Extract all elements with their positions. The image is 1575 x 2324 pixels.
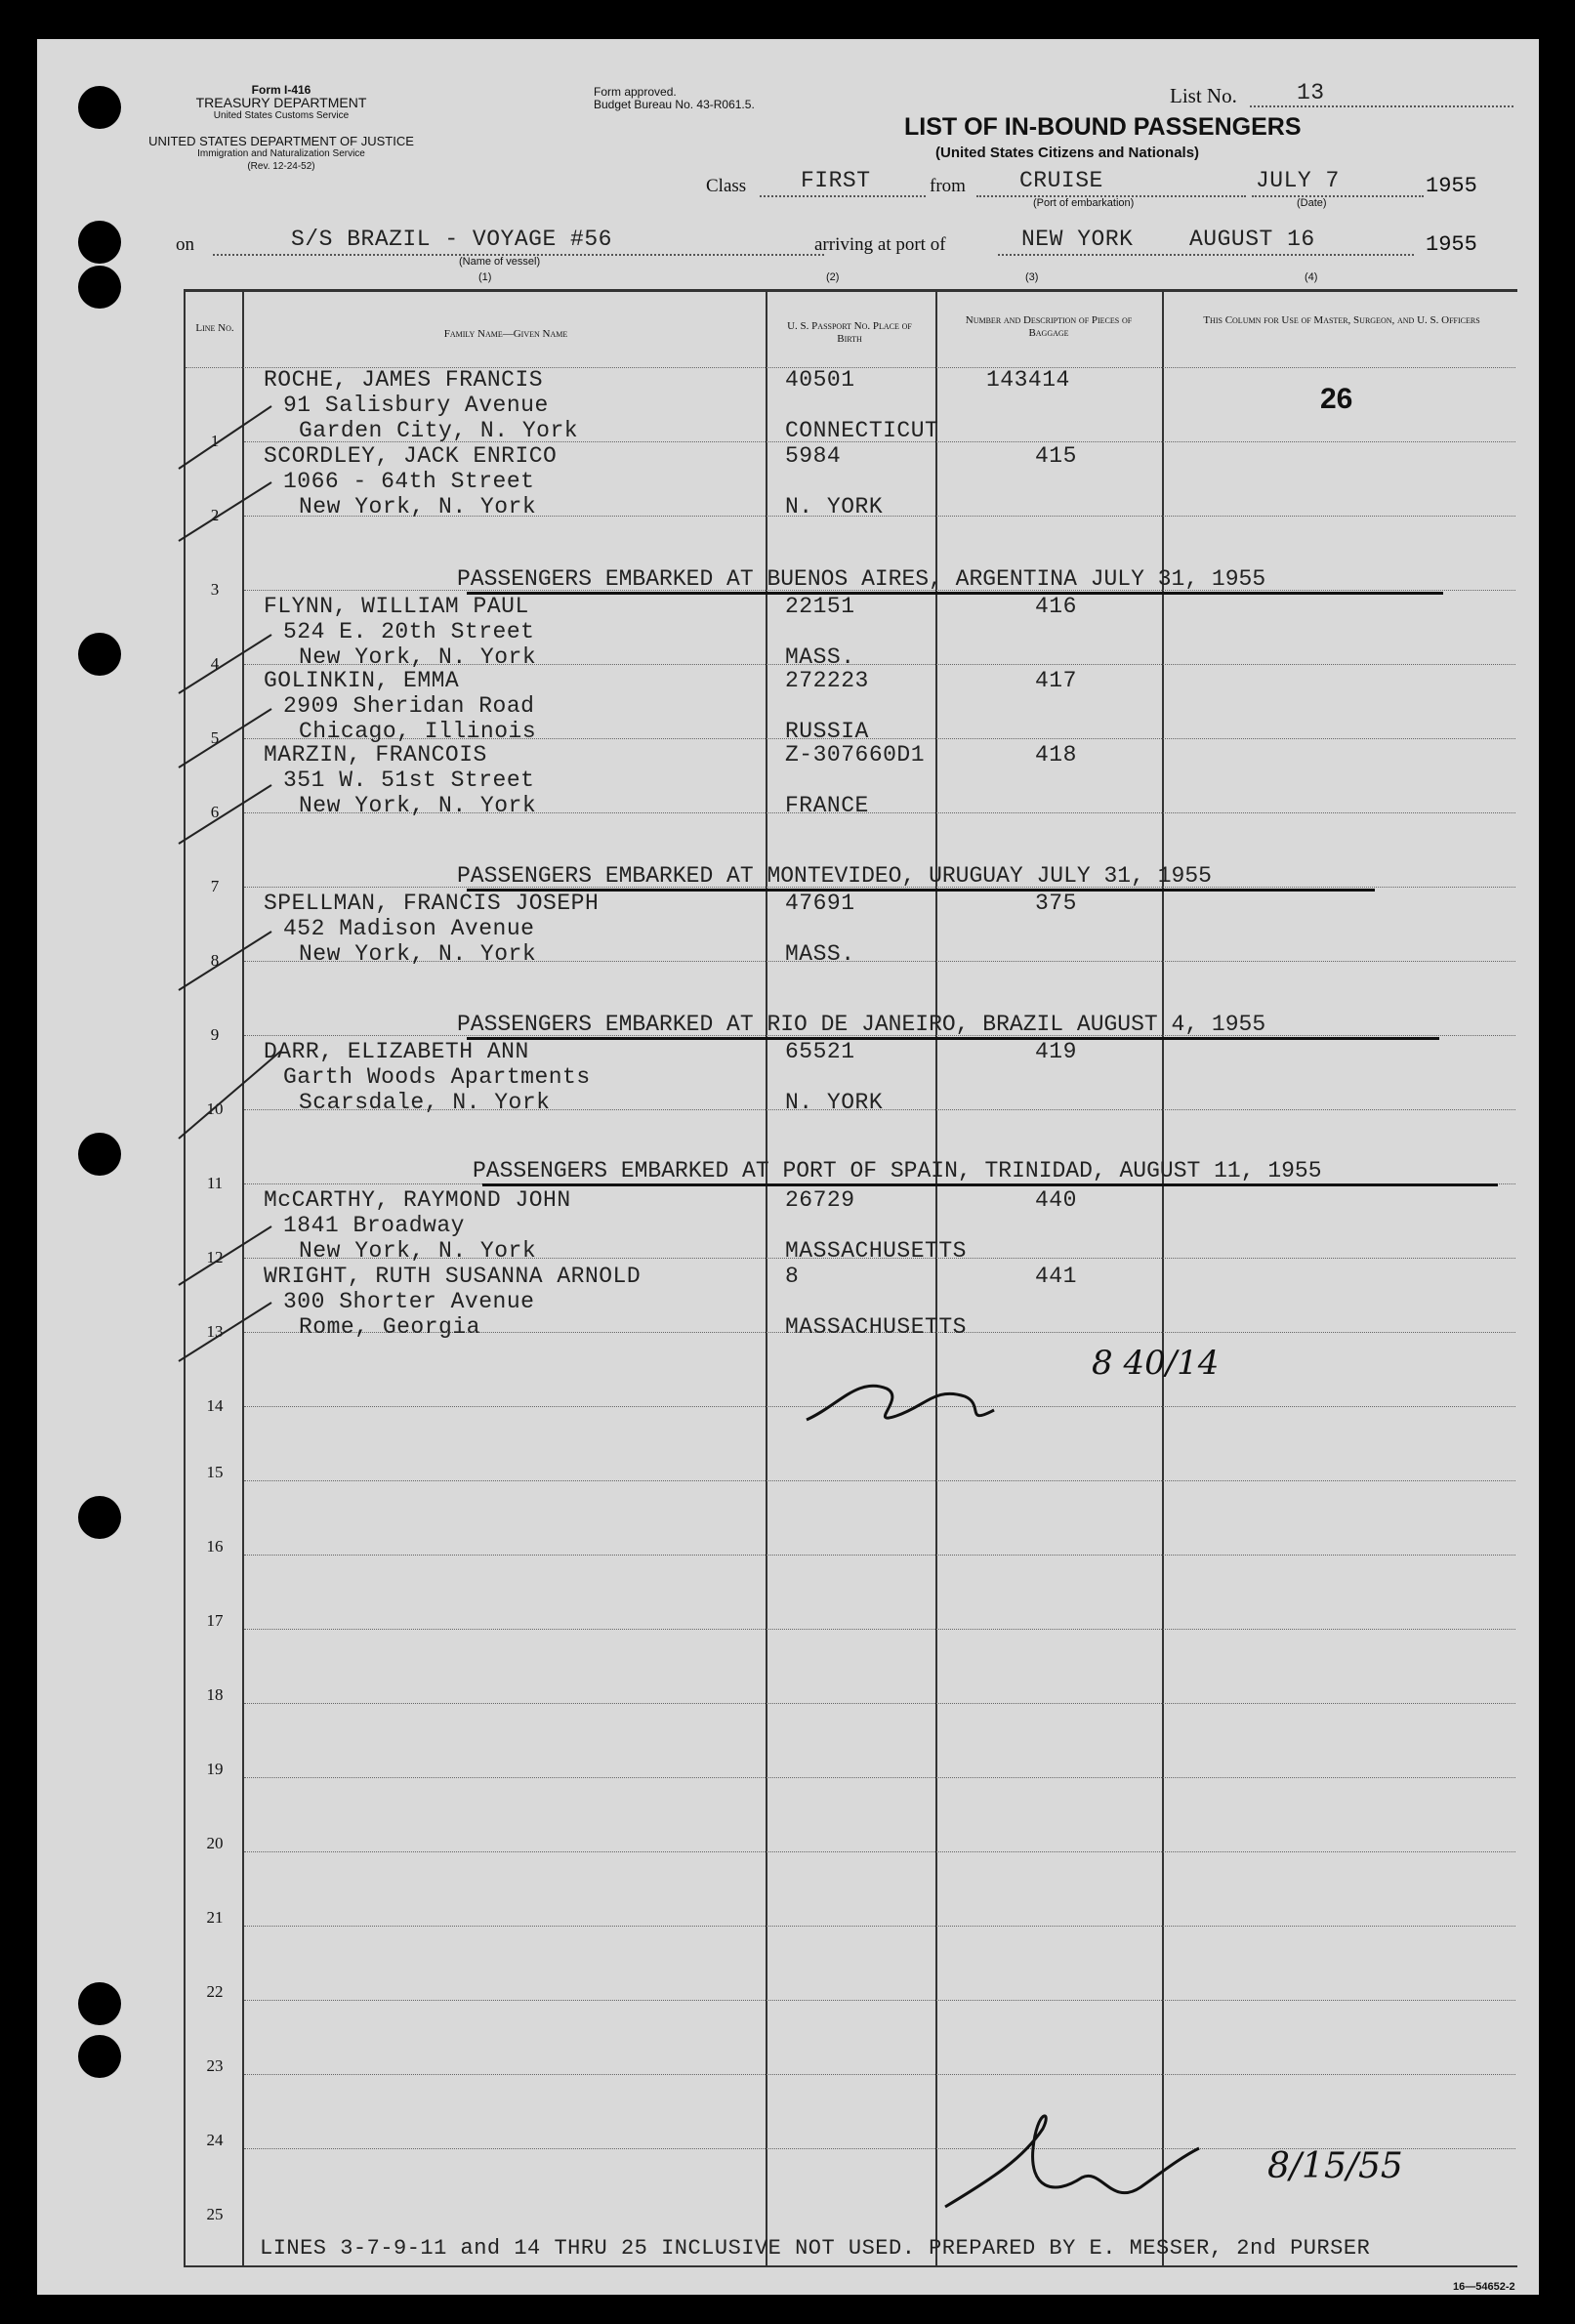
passenger-address: 2909 Sheridan Road <box>283 693 535 719</box>
handwritten-initials <box>799 1338 1131 1445</box>
col-caption-1: (1) <box>478 271 492 283</box>
table-top-border <box>184 289 1517 292</box>
baggage-count: 441 <box>1035 1264 1077 1289</box>
baggage-count: 418 <box>1035 742 1077 768</box>
col-header-line-no: Line No. <box>195 322 234 334</box>
line-number: 14 <box>206 1396 224 1415</box>
line-number: 17 <box>206 1611 224 1630</box>
class-line <box>760 195 926 197</box>
line-number: 12 <box>206 1248 224 1266</box>
section-underline <box>467 889 1375 892</box>
section-underline <box>482 1183 1498 1186</box>
place-of-birth: N. YORK <box>785 494 884 519</box>
col-header-name: Family Name—Given Name <box>443 328 568 340</box>
baggage-count: 440 <box>1035 1187 1077 1213</box>
row-separator <box>244 2074 1515 2075</box>
check-mark <box>179 1051 281 1139</box>
section-underline <box>467 592 1443 595</box>
place-of-birth: FRANCE <box>785 793 869 818</box>
passport-number: 5984 <box>785 443 842 469</box>
punch-hole <box>78 266 121 309</box>
ins-label: Immigration and Naturalization Service <box>197 148 365 159</box>
passenger-city: New York, N. York <box>299 793 537 818</box>
from-value: CRUISE <box>1019 168 1103 193</box>
place-of-birth: RUSSIA <box>785 719 869 744</box>
form-header-left <box>164 84 398 122</box>
date-caption: (Date) <box>1297 197 1327 209</box>
passenger-address: 452 Madison Avenue <box>283 916 535 941</box>
row-separator <box>244 1851 1515 1852</box>
vessel-name: S/S BRAZIL - VOYAGE #56 <box>291 227 612 252</box>
line-number: 16 <box>206 1537 224 1556</box>
line-number: 1 <box>210 432 220 450</box>
passenger-address: 524 E. 20th Street <box>283 619 535 644</box>
page-subtitle: (United States Citizens and Nationals) <box>935 145 1200 161</box>
list-no-value: 13 <box>1297 80 1325 105</box>
passenger-name: FLYNN, WILLIAM PAUL <box>264 594 529 619</box>
col-header-passport: U. S. Passport No. Place of Birth <box>787 320 912 345</box>
punch-hole <box>78 86 121 129</box>
punch-hole <box>78 1133 121 1176</box>
line-number: 23 <box>206 2056 224 2075</box>
approval-block <box>594 86 755 111</box>
approved-label: Form approved. <box>594 85 677 99</box>
officer-mark: 26 <box>1320 383 1353 415</box>
handwritten-note: 8 40/14 <box>1092 1344 1220 1383</box>
passenger-city: New York, N. York <box>299 644 537 670</box>
treasury-label: TREASURY DEPARTMENT <box>195 95 367 110</box>
arrival-date: AUGUST 16 <box>1189 227 1315 252</box>
passenger-name: DARR, ELIZABETH ANN <box>264 1039 529 1064</box>
col-header-baggage: Number and Description of Pieces of Baggage <box>965 314 1133 339</box>
list-no-line <box>1250 105 1513 107</box>
line-number: 9 <box>210 1025 220 1044</box>
row-separator <box>244 1703 1515 1704</box>
check-mark <box>179 406 271 469</box>
line-number: 22 <box>206 1982 224 2001</box>
footer-note: LINES 3-7-9-11 and 14 THRU 25 INCLUSIVE NOT USED. PREPARED BY E. MESSER, 2nd PURSER <box>260 2236 1371 2261</box>
line-number: 4 <box>210 654 220 673</box>
passenger-name: MARZIN, FRANCOIS <box>264 742 487 768</box>
on-label: on <box>176 234 194 255</box>
row-separator <box>244 1555 1515 1556</box>
rev-label: (Rev. 12-24-52) <box>247 161 315 172</box>
passport-number: Z-307660D1 <box>785 742 926 768</box>
punch-hole <box>78 2035 121 2078</box>
place-of-birth: CONNECTICUT <box>785 418 939 443</box>
customs-label: United States Customs Service <box>213 110 350 121</box>
section-underline <box>467 1037 1439 1040</box>
passenger-city: New York, N. York <box>299 941 537 967</box>
passport-number: 26729 <box>785 1187 855 1213</box>
arriving-label: arriving at port of <box>814 234 946 255</box>
section-heading: PASSENGERS EMBARKED AT PORT OF SPAIN, TRINIDAD, AUGUST 11, 1955 <box>473 1158 1322 1183</box>
line-number: 7 <box>210 877 220 895</box>
from-label: from <box>930 176 966 196</box>
passport-number: 22151 <box>785 594 855 619</box>
row-separator <box>244 1480 1515 1481</box>
passport-number: 272223 <box>785 668 869 693</box>
place-of-birth: N. YORK <box>785 1090 884 1115</box>
check-mark <box>179 1226 271 1285</box>
passenger-address: 91 Salisbury Avenue <box>283 393 549 418</box>
justice-block <box>115 135 447 173</box>
passenger-city: Scarsdale, N. York <box>299 1090 551 1115</box>
passenger-name: GOLINKIN, EMMA <box>264 668 460 693</box>
line-number: 13 <box>206 1322 224 1341</box>
line-number: 6 <box>210 803 220 821</box>
punch-hole <box>78 633 121 676</box>
passenger-city: Chicago, Illinois <box>299 719 537 744</box>
section-heading: PASSENGERS EMBARKED AT RIO DE JANEIRO, BRAZIL AUGUST 4, 1955 <box>457 1012 1266 1037</box>
passport-number: 40501 <box>785 367 855 393</box>
baggage-count: 375 <box>1035 891 1077 916</box>
baggage-count: 417 <box>1035 668 1077 693</box>
line-number: 5 <box>210 728 220 747</box>
place-of-birth: MASS. <box>785 941 855 967</box>
line-number: 21 <box>206 1908 224 1927</box>
baggage-count: 415 <box>1035 443 1077 469</box>
check-mark <box>179 482 271 541</box>
line-number: 25 <box>206 2205 224 2223</box>
arrival-line <box>998 254 1414 256</box>
passenger-name: McCARTHY, RAYMOND JOHN <box>264 1187 571 1213</box>
punch-hole <box>78 221 121 264</box>
section-heading: PASSENGERS EMBARKED AT MONTEVIDEO, URUGUAY JULY 31, 1955 <box>457 863 1212 889</box>
budget-label: Budget Bureau No. 43-R061.5. <box>594 98 755 111</box>
year-2: 1955 <box>1426 232 1477 257</box>
passenger-name: ROCHE, JAMES FRANCIS <box>264 367 544 393</box>
line-number: 18 <box>206 1685 224 1704</box>
place-of-birth: MASS. <box>785 644 855 670</box>
passenger-city: Rome, Georgia <box>299 1314 480 1340</box>
check-mark <box>179 709 271 768</box>
row-separator <box>244 1926 1515 1927</box>
punch-hole <box>78 1982 121 2025</box>
col-caption-2: (2) <box>826 271 840 283</box>
year-1: 1955 <box>1426 174 1477 198</box>
row-separator <box>244 2000 1515 2001</box>
passport-number: 65521 <box>785 1039 855 1064</box>
col-caption-3: (3) <box>1025 271 1039 283</box>
passenger-name: SPELLMAN, FRANCIS JOSEPH <box>264 891 600 916</box>
check-mark <box>179 785 271 844</box>
baggage-count: 143414 <box>986 367 1070 393</box>
class-label: Class <box>706 176 747 196</box>
passenger-address: 300 Shorter Avenue <box>283 1289 535 1314</box>
line-number: 19 <box>206 1760 224 1778</box>
passenger-name: WRIGHT, RUTH SUSANNA ARNOLD <box>264 1264 642 1289</box>
punch-hole <box>78 1496 121 1539</box>
row-separator <box>244 1629 1515 1630</box>
line-number: 24 <box>206 2131 224 2149</box>
baggage-count: 419 <box>1035 1039 1077 1064</box>
line-number: 8 <box>210 951 220 970</box>
passport-number: 8 <box>785 1264 800 1289</box>
passenger-city: New York, N. York <box>299 1238 537 1264</box>
justice-label: UNITED STATES DEPARTMENT OF JUSTICE <box>148 134 414 148</box>
place-of-birth: MASSACHUSETTS <box>785 1238 967 1264</box>
line-number: 2 <box>210 506 220 524</box>
handwritten-signature <box>935 2090 1228 2246</box>
line-number: 15 <box>206 1463 224 1481</box>
line-number: 10 <box>206 1100 224 1118</box>
check-mark <box>179 635 271 693</box>
section-heading: PASSENGERS EMBARKED AT BUENOS AIRES, ARGENTINA JULY 31, 1955 <box>457 566 1266 592</box>
handwritten-date: 8/15/55 <box>1267 2146 1403 2186</box>
check-mark <box>179 932 271 990</box>
place-of-birth: MASSACHUSETTS <box>785 1314 967 1340</box>
check-marks <box>174 400 291 1377</box>
arrival-port: NEW YORK <box>1021 227 1134 252</box>
table-bottom-border <box>184 2265 1517 2267</box>
list-no-label: List No. <box>1170 84 1237 107</box>
check-mark <box>179 1303 271 1361</box>
passport-number: 47691 <box>785 891 855 916</box>
passenger-city: Garden City, N. York <box>299 418 579 443</box>
port-embark-caption: (Port of embarkation) <box>1033 197 1135 209</box>
form-footer-number: 16—54652-2 <box>1453 2281 1515 2293</box>
passenger-address: 351 W. 51st Street <box>283 768 535 793</box>
form-number: Form I-416 <box>251 83 311 97</box>
row-separator <box>244 1777 1515 1778</box>
class-value: FIRST <box>801 168 871 193</box>
date-value: JULY 7 <box>1256 168 1340 193</box>
col-header-officers: This Column for Use of Master, Surgeon, and U. S. Officers <box>1203 314 1480 326</box>
line-number: 3 <box>210 580 220 599</box>
passenger-address: 1066 - 64th Street <box>283 469 535 494</box>
line-number: 11 <box>206 1174 224 1192</box>
manifest-page <box>37 39 1539 2295</box>
vessel-caption: (Name of vessel) <box>459 256 541 268</box>
passenger-name: SCORDLEY, JACK ENRICO <box>264 443 558 469</box>
baggage-count: 416 <box>1035 594 1077 619</box>
passenger-address: 1841 Broadway <box>283 1213 465 1238</box>
col-caption-4: (4) <box>1305 271 1318 283</box>
date-line <box>1252 195 1424 197</box>
passenger-address: Garth Woods Apartments <box>283 1064 591 1090</box>
line-number: 20 <box>206 1834 224 1852</box>
page-title: LIST OF IN-BOUND PASSENGERS <box>904 113 1302 141</box>
passenger-city: New York, N. York <box>299 494 537 519</box>
